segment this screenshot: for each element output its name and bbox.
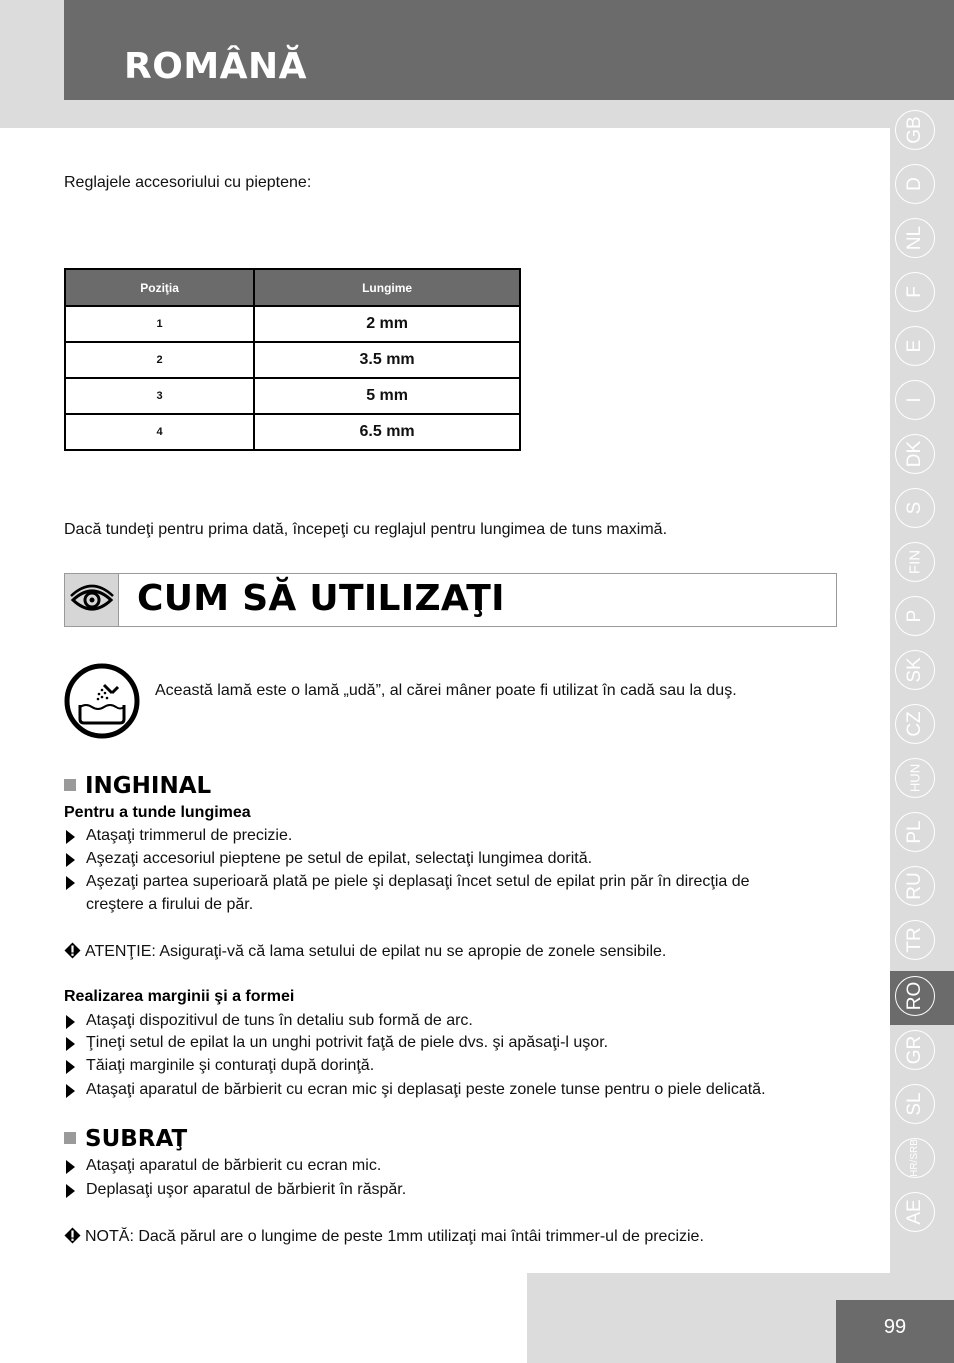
section-title: CUM SĂ UTILIZAŢI	[137, 578, 505, 619]
table-row	[65, 414, 520, 450]
arrow-bullet-icon	[66, 1160, 75, 1174]
arrow-bullet-icon	[66, 1015, 75, 1029]
page-number: 99	[883, 1316, 907, 1338]
header-gray-band	[64, 100, 890, 128]
lang-tab-hr-srb[interactable]: HR/SRB	[895, 1138, 935, 1178]
table-row	[65, 342, 520, 378]
wet-shower-bath-icon	[64, 663, 140, 739]
lang-tab-s[interactable]: S	[895, 488, 935, 528]
lang-tab-ru[interactable]: RU	[895, 866, 935, 906]
arrow-bullet-icon	[66, 1184, 75, 1198]
lang-tab-f[interactable]: F	[895, 272, 935, 312]
column-header-length: Lungime	[254, 269, 520, 306]
trim-length-label: Pentru a tunde lungimea	[64, 804, 251, 821]
arrow-bullet-icon	[66, 853, 75, 867]
inghinal-heading: INGHINAL	[64, 773, 211, 799]
lang-tab-nl[interactable]: NL	[895, 218, 935, 258]
arrow-bullet-icon	[66, 876, 75, 890]
table-row	[65, 306, 520, 342]
eye-icon	[65, 574, 119, 626]
column-header-position: Poziţia	[65, 269, 254, 306]
subrat-heading: SUBRAŢ	[64, 1126, 187, 1152]
lang-tab-sk[interactable]: SK	[895, 650, 935, 690]
wet-use-note: Această lamă este o lamă „udă”, al cărei mâner poate fi utilizat în cadă sau la duş.	[155, 682, 737, 699]
left-gray-strip	[0, 0, 64, 128]
comb-settings-table	[64, 268, 521, 451]
arrow-bullet-icon	[66, 1037, 75, 1051]
table-row	[65, 378, 520, 414]
square-bullet-icon	[64, 1132, 76, 1144]
warning-diamond-icon	[64, 1227, 81, 1244]
lang-tab-sl[interactable]: SL	[895, 1084, 935, 1124]
lang-tab-pl[interactable]: PL	[895, 812, 935, 852]
lang-tab-fin[interactable]: FIN	[895, 542, 935, 582]
arrow-bullet-icon	[66, 830, 75, 844]
position-cell: 1	[65, 306, 254, 342]
position-cell: 4	[65, 414, 254, 450]
first-time-note: Dacă tundeţi pentru prima dată, începeţi cu reglajul pentru lungimea de tuns maximă.	[64, 521, 668, 538]
lang-tab-e[interactable]: E	[895, 326, 935, 366]
length-cell: 3.5 mm	[254, 342, 520, 378]
lang-tab-gb[interactable]: GB	[895, 110, 935, 150]
length-cell: 5 mm	[254, 378, 520, 414]
arrow-bullet-icon	[66, 1060, 75, 1074]
lang-tab-ro[interactable]: RO	[895, 976, 935, 1016]
comb-settings-intro: Reglajele accesoriului cu pieptene:	[64, 174, 312, 191]
lang-tab-d[interactable]: D	[895, 164, 935, 204]
lang-tab-tr[interactable]: TR	[895, 920, 935, 960]
lang-tab-dk[interactable]: DK	[895, 434, 935, 474]
length-cell: 6.5 mm	[254, 414, 520, 450]
position-cell: 2	[65, 342, 254, 378]
section-header-how-to-use	[64, 573, 837, 627]
lang-tab-gr[interactable]: GR	[895, 1030, 935, 1070]
lang-tab-p[interactable]: P	[895, 596, 935, 636]
page-title: ROMÂNĂ	[124, 46, 307, 87]
lang-tab-ae[interactable]: AE	[895, 1192, 935, 1232]
page-number-box	[836, 1300, 954, 1363]
position-cell: 3	[65, 378, 254, 414]
lang-tab-cz[interactable]: CZ	[895, 704, 935, 744]
lang-tab-i[interactable]: I	[895, 380, 935, 420]
square-bullet-icon	[64, 779, 76, 791]
edge-shape-label: Realizarea marginii şi a formei	[64, 988, 295, 1005]
table-header-row	[65, 269, 520, 306]
length-cell: 2 mm	[254, 306, 520, 342]
arrow-bullet-icon	[66, 1084, 75, 1098]
warning-diamond-icon	[64, 942, 81, 959]
warning-note: ATENŢIE: Asiguraţi-vă că lama setului de epilat nu se apropie de zonele sensibile.	[64, 942, 666, 961]
precision-trimmer-note: NOTĂ: Dacă părul are o lungime de peste 1mm utilizaţi mai întâi trimmer-ul de precizie.	[64, 1227, 704, 1246]
lang-tab-hun[interactable]: HUN	[895, 758, 935, 798]
